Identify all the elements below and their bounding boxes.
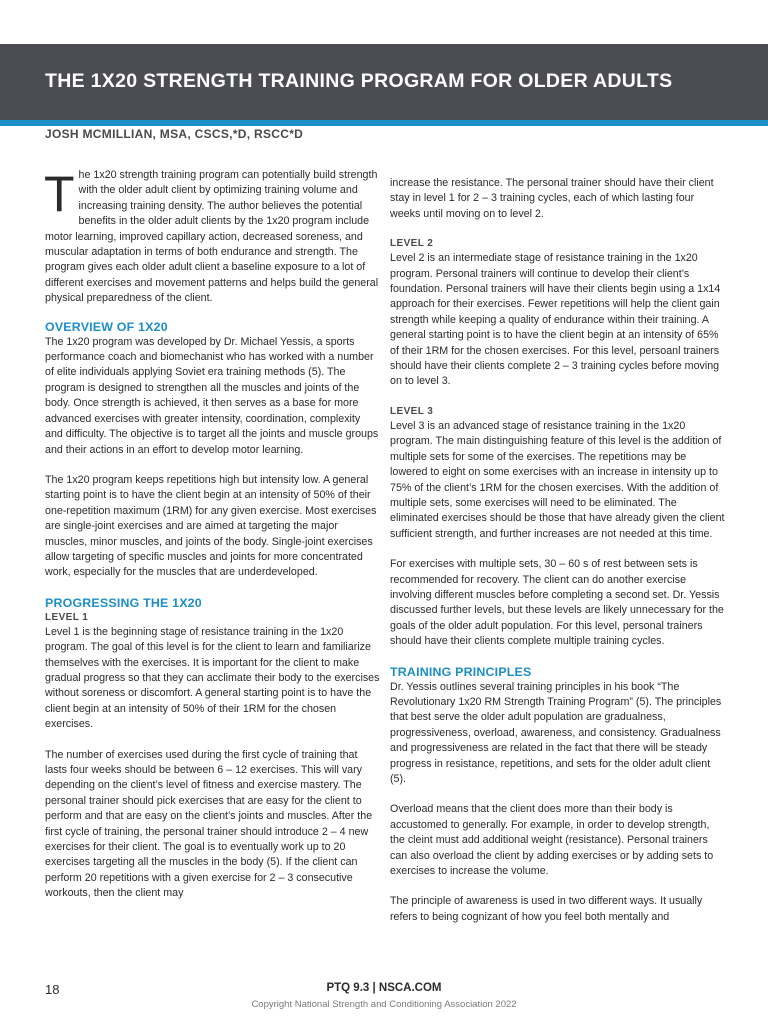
publication-label: PTQ 9.3 | NSCA.COM (326, 982, 442, 994)
level-1-paragraph-2: The number of exercises used during the first cycle of training that lasts four weeks should be between 6 – 12 exercises. This will vary depending on the client’s level of fitness and exercise mastery. The personal trainer should pick exercises that are easy for the client to perform and that are easy on the client’s joints and muscles. After the first cycle of training, the personal trainer should introduce 2 – 4 new exercises for their client. The goal is to eventually work up to 20 exercises targeting all the muscles in the body (5). If the client can perform 20 repetitions with a given exercise for 2 – 3 consecutive workouts, then the client may (45, 748, 373, 900)
level-3-paragraph-1: Level 3 is an advanced stage of resistance training in the 1x20 program. The main distinguishing feature of this level is the addition of multiple sets for some of the exercises. The repetitions may be lowered to eight on some exercises with an increase in intensity up to 75% of the client’s 1RM for the chosen exercises. With the addition of multiple sets, some exercises will need to be eliminated. The eliminated exercises should be those that have already given the client sufficient strength, and further increases are not needed at this time. (390, 419, 725, 540)
overview-paragraph-2: The 1x20 program keeps repetitions high but intensity low. A general starting point is to have the client begin at an intensity of 50% of their one-repetition maximum (1RM) for any given exercise. Most exercises are single-joint exercises and are aimed at targeting the major muscles, minor muscles, and joints of the body. Single-joint exercises allow targeting of specific muscles and joints for more concentrated work, especially for the muscles that are underdeveloped. (45, 473, 377, 579)
article-title: THE 1X20 STRENGTH TRAINING PROGRAM FOR OLDER ADULTS (45, 70, 673, 92)
level-1-heading: LEVEL 1 (45, 611, 89, 623)
level-2-paragraph: Level 2 is an intermediate stage of resistance training in the 1x20 program. Personal trainers will continue to develop their client’s foundation. Personal trainers will have their clients begin using a 1x14 approach for their exercises. Fewer repetitions will help the client gain strength while keeping a quality of endurance within their training. A general starting point is to have the client begin at an intensity of 65% of their 1RM for the chosen exercises. For this level, persoanl trainers should have their clients complete 2 – 3 training cycles before moving on to level 3. (390, 252, 721, 388)
level-3-paragraph-2: For exercises with multiple sets, 30 – 60 s of rest between sets is recommended for recovery. The client can do another exercise involving different muscles before completing a second set. Dr. Yessis discussed further levels, but these levels are likely unnecessary for the goals of the older adult population. For this level, personal trainers should have their clients complete multiple training cycles. (390, 558, 724, 648)
page-number: 18 (45, 982, 60, 997)
drop-cap: T (44, 166, 75, 222)
level-3-heading: LEVEL 3 (390, 405, 434, 417)
intro-text: he 1x20 strength training program can potentially build strength with the older adult client by optimizing training volume and increasing training density. The author believes the potential benefits in the older adult clients by the 1x20 program include motor learning, improved capillary action, decreased soreness, and muscular adaptation in terms of both endurance and strength. The program gives each older adult client a baseline exposure to a lot of different exercises and movement patterns and helps build the general physical preparedness of the client. (45, 169, 379, 305)
continued-paragraph: increase the resistance. The personal trainer should have their client stay in level 1 for 2 – 3 training cycles, each of which lasting four weeks until moving on to level 2. (390, 177, 714, 220)
principles-paragraph-1: Dr. Yessis outlines several training principles in his book “The Revolutionary 1x20 RM Strength Training Program” (5). The principles that best serve the older adult population are gradualness, progressiveness, overload, awareness, and consistency. Gradualness and progressiveness are related in the fact that there will be steady progress in resistance, repetitions, and sets for the older adult client (5). (390, 680, 722, 785)
intro-paragraph (45, 168, 380, 307)
author-byline: JOSH MCMILLIAN, MSA, CSCS,*D, RSCC*D (45, 127, 304, 141)
copyright-notice: Copyright National Strength and Conditioning Association 2022 (251, 999, 517, 1010)
right-column (390, 176, 726, 925)
level-1-paragraph-1: Level 1 is the beginning stage of resistance training in the 1x20 program. The goal of this level is for the client to learn and familiarize themselves with the exercises. It is important for the client to make gradual progress so that they can acclimate their body to the exercises without soreness or discomfort. A general starting point is to have the client begin at an intensity of 50% of their 1RM for the chosen exercises. (45, 625, 380, 731)
principles-paragraph-2: Overload means that the client does more than their body is accustomed to generally. For example, in order to develop strength, the cleint must add additional weight (resistance). Personal trainers can also overload the client by adding exercises or by adding sets to exercises to increase the volume. (390, 803, 714, 878)
header-accent-stripe (0, 120, 768, 126)
principles-paragraph-3: The principle of awareness is used in two different ways. It usually refers to being cognizant of how you feel both mentally and (390, 895, 703, 923)
section-heading-progressing: PROGRESSING THE 1X20 (45, 595, 202, 610)
section-heading-overview: OVERVIEW OF 1X20 (45, 319, 168, 334)
left-column (45, 168, 380, 902)
overview-paragraph-1: The 1x20 program was developed by Dr. Michael Yessis, a sports performance coach and biomechanist who has worked with a number of elite individuals applying Soviet era training methods (5). The program is designed to strengthen all the muscles and joints of the body. Once strength is achieved, it then serves as a base for more advanced exercises with greater intensity, coordination, complexity and difficulty. The objective is to target all the joints and muscle groups and their actions in an effort to develop motor learning. (45, 335, 379, 456)
section-heading-principles: TRAINING PRINCIPLES (390, 664, 532, 679)
level-2-heading: LEVEL 2 (390, 238, 434, 250)
